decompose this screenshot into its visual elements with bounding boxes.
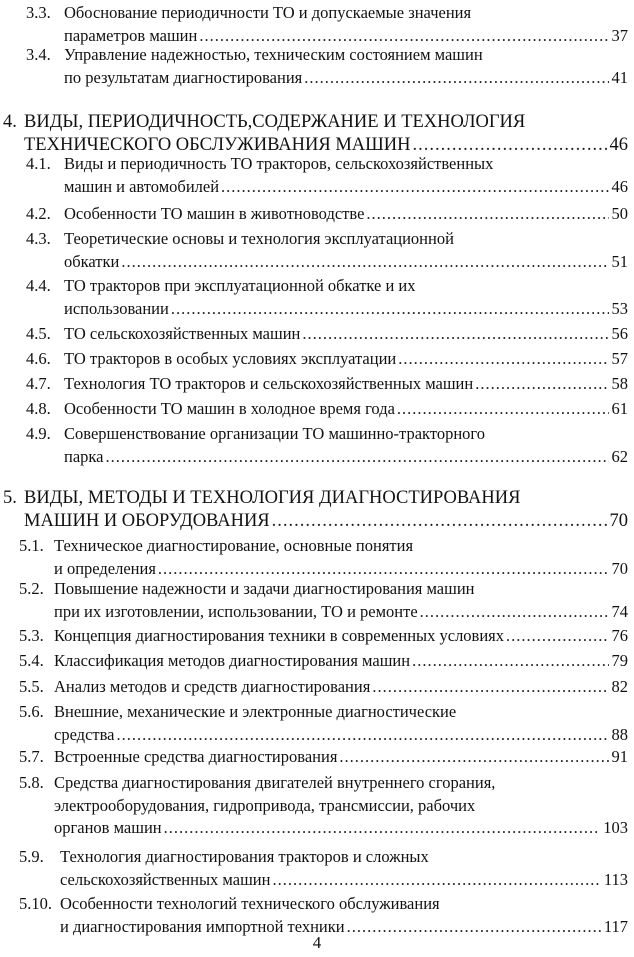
- toc-entry-number: 4.1.: [26, 154, 51, 173]
- toc-entry-text: ВИДЫ, ПЕРИОДИЧНОСТЬ,СОДЕРЖАНИЕ И ТЕХНОЛОГИЯ: [24, 112, 526, 132]
- toc-entry-text: по результатам диагностирования: [64, 67, 303, 87]
- toc-entry-number: 5.3.: [19, 626, 44, 645]
- toc-entry-text: электрооборудования, гидропривода, трансмиссии, рабочих: [54, 795, 476, 815]
- toc-line: [0, 487, 634, 509]
- toc-entry-text: сельскохозяйственных машин: [60, 869, 271, 889]
- toc-line: [0, 153, 634, 175]
- toc-page-number: 50: [611, 204, 628, 223]
- toc-line: [0, 176, 634, 198]
- dot-leader: [397, 398, 609, 420]
- toc-line: [0, 558, 634, 580]
- toc-entry-text: Средства диагностирования двигателей внутреннего сгорания,: [54, 773, 496, 792]
- toc-entry-text: МАШИН И ОБОРУДОВАНИЯ: [24, 510, 270, 531]
- toc-entry-number: 4.6.: [26, 349, 51, 368]
- toc-line: [0, 228, 634, 250]
- toc-entry-text: Анализ методов и средств диагностирования: [54, 677, 371, 696]
- toc-line: [0, 111, 634, 133]
- dot-leader: [412, 650, 608, 672]
- toc-entry-number: 5.10.: [19, 894, 52, 913]
- toc-line: [0, 446, 634, 468]
- toc-entry-text: Теоретические основы и технология эксплуатационной: [64, 229, 454, 248]
- toc-line: [0, 398, 634, 420]
- toc-entry-text: Классификация методов диагностирования машин: [54, 651, 411, 670]
- toc-entry-text: парка: [64, 446, 104, 466]
- toc-page-number: 88: [611, 724, 628, 744]
- toc-entry-text: ТО сельскохозяйственных машин: [64, 324, 301, 343]
- toc-entry-number: 5.1.: [19, 536, 44, 555]
- toc-entry-text: машин и автомобилей: [64, 176, 220, 196]
- toc-page-number: 61: [611, 399, 628, 418]
- toc-entry-text: Технология диагностирования тракторов и сложных: [60, 847, 429, 866]
- toc-entry-number: 4.8.: [26, 399, 51, 418]
- toc-entry-text: ТО тракторов при эксплуатационной обкатке и их: [64, 276, 416, 295]
- toc-entry-text: Внешние, механические и электронные диагностические: [54, 702, 457, 721]
- toc-line: [0, 701, 634, 723]
- toc-page-number: 82: [611, 677, 628, 696]
- toc-line: [0, 298, 634, 320]
- toc-page-number: 79: [611, 651, 628, 670]
- toc-line: [0, 275, 634, 297]
- toc-page-number: 46: [609, 134, 628, 155]
- toc-page-number: 91: [611, 747, 628, 766]
- toc-entry-number: 5.9.: [19, 847, 44, 866]
- toc-entry-number: 3.3.: [26, 3, 51, 22]
- toc-page-number: 103: [603, 818, 628, 837]
- toc-entry-number: 4.: [3, 112, 17, 132]
- toc-entry-text: Управление надежностью, техническим состоянием машин: [64, 45, 483, 64]
- toc-page-number: 53: [611, 298, 628, 318]
- toc-entry-text: ТЕХНИЧЕСКОГО ОБСЛУЖИВАНИЯ МАШИН: [24, 134, 411, 155]
- toc-entry-number: 4.9.: [26, 424, 51, 443]
- dot-leader: [339, 746, 608, 768]
- toc-entry-number: 4.2.: [26, 204, 51, 223]
- toc-line: [0, 676, 634, 698]
- toc-page-number: 41: [611, 67, 628, 87]
- dot-leader: [272, 510, 607, 532]
- toc-line: [0, 423, 634, 445]
- toc-page-number: 56: [611, 324, 628, 343]
- dot-leader: [398, 348, 608, 370]
- toc-entry-text: ТО тракторов в особых условиях эксплуатации: [64, 349, 397, 368]
- toc-entry-text: органов машин: [54, 818, 162, 837]
- toc-line: [0, 348, 634, 370]
- toc-line: [0, 203, 634, 225]
- toc-entry-text: параметров машин: [64, 25, 198, 45]
- toc-entry-text: Концепция диагностирования техники в современных условиях: [54, 626, 505, 645]
- toc-entry-number: 5.8.: [19, 773, 44, 792]
- toc-line: [0, 67, 634, 89]
- toc-entry-text: Встроенные средства диагностирования: [54, 747, 338, 766]
- toc-entry-text: Особенности технологий технического обслуживания: [60, 894, 440, 913]
- toc-entry-text: Особенности ТО машин в животноводстве: [64, 204, 365, 223]
- toc-entry-text: использовании: [64, 298, 169, 318]
- toc-entry-number: 5.2.: [19, 579, 44, 598]
- toc-line: [0, 869, 634, 891]
- toc-page-number: 58: [611, 374, 628, 393]
- toc-line: [0, 846, 634, 868]
- toc-page-number: 46: [611, 176, 628, 196]
- dot-leader: [366, 203, 608, 225]
- toc-line: [0, 535, 634, 557]
- toc-page-number: 57: [611, 349, 628, 368]
- dot-leader: [158, 558, 609, 580]
- dot-leader: [121, 251, 608, 273]
- dot-leader: [506, 625, 608, 647]
- toc-line: [0, 251, 634, 273]
- toc-entry-number: 5.6.: [19, 702, 44, 721]
- toc-entry-text: Совершенствование организации ТО машинно-тракторного: [64, 424, 486, 443]
- toc-page-number: 51: [611, 251, 628, 271]
- dot-leader: [372, 676, 608, 698]
- toc-entry-number: 4.3.: [26, 229, 51, 248]
- toc-page-number: 117: [603, 916, 628, 936]
- toc-entry-text: обкатки: [64, 251, 120, 271]
- toc-line: [0, 601, 634, 623]
- toc-entry-text: и определения: [54, 558, 156, 578]
- dot-leader: [221, 176, 608, 198]
- toc-page-number: 70: [611, 558, 628, 578]
- toc-line: [0, 2, 634, 24]
- toc-line: [0, 772, 634, 794]
- dot-leader: [106, 446, 609, 468]
- toc-line: [0, 893, 634, 915]
- toc-entry-text: при их изготовлении, использовании, ТО и ремонте: [54, 601, 418, 621]
- dot-leader: [475, 373, 608, 395]
- toc-line: [0, 625, 634, 647]
- toc-entry-number: 5.5.: [19, 677, 44, 696]
- toc-line: [0, 795, 634, 817]
- dot-leader: [304, 67, 608, 89]
- toc-entry-text: Обоснование периодичности ТО и допускаемые значения: [64, 3, 472, 22]
- toc-entry-text: Технология ТО тракторов и сельскохозяйственных машин: [64, 374, 474, 393]
- toc-page-number: 62: [611, 446, 628, 466]
- page-number: 4: [312, 933, 322, 952]
- dot-leader: [272, 869, 600, 891]
- toc-line: [0, 44, 634, 66]
- toc-entry-text: средства: [54, 724, 115, 744]
- toc-page-number: 113: [603, 869, 628, 889]
- toc-entry-text: ВИДЫ, МЕТОДЫ И ТЕХНОЛОГИЯ ДИАГНОСТИРОВАНИЯ: [24, 488, 521, 508]
- toc-entry-text: Особенности ТО машин в холодное время года: [64, 399, 395, 418]
- dot-leader: [117, 724, 609, 746]
- toc-page-number: 74: [611, 601, 628, 621]
- toc-entry-number: 4.5.: [26, 324, 51, 343]
- toc-line: [0, 510, 634, 532]
- toc-entry-text: и диагностирования импортной техники: [60, 916, 345, 936]
- dot-leader: [420, 601, 609, 623]
- toc-page-number: 70: [609, 510, 628, 531]
- toc-entry-number: 5.4.: [19, 651, 44, 670]
- toc-page-number: 37: [611, 25, 628, 45]
- dot-leader: [171, 298, 609, 320]
- toc-entry-number: 4.4.: [26, 276, 51, 295]
- toc-line: [0, 746, 634, 768]
- dot-leader: [302, 323, 608, 345]
- toc-line: [0, 724, 634, 746]
- toc-entry-number: 5.: [3, 488, 17, 508]
- toc-line: [0, 650, 634, 672]
- toc-line: [0, 373, 634, 395]
- toc-entry-text: Виды и периодичность ТО тракторов, сельскохозяйственных: [64, 154, 494, 173]
- toc-page-number: 76: [611, 626, 628, 645]
- toc-line: [0, 817, 634, 839]
- toc-entry-number: 3.4.: [26, 45, 51, 64]
- toc-entry-text: Техническое диагностирование, основные понятия: [54, 536, 414, 555]
- toc-line: [0, 323, 634, 345]
- toc-line: [0, 578, 634, 600]
- toc-entry-text: Повышение надежности и задачи диагностирования машин: [54, 579, 475, 598]
- toc-entry-number: 5.7.: [19, 747, 44, 766]
- dot-leader: [164, 817, 601, 839]
- toc-entry-number: 4.7.: [26, 374, 51, 393]
